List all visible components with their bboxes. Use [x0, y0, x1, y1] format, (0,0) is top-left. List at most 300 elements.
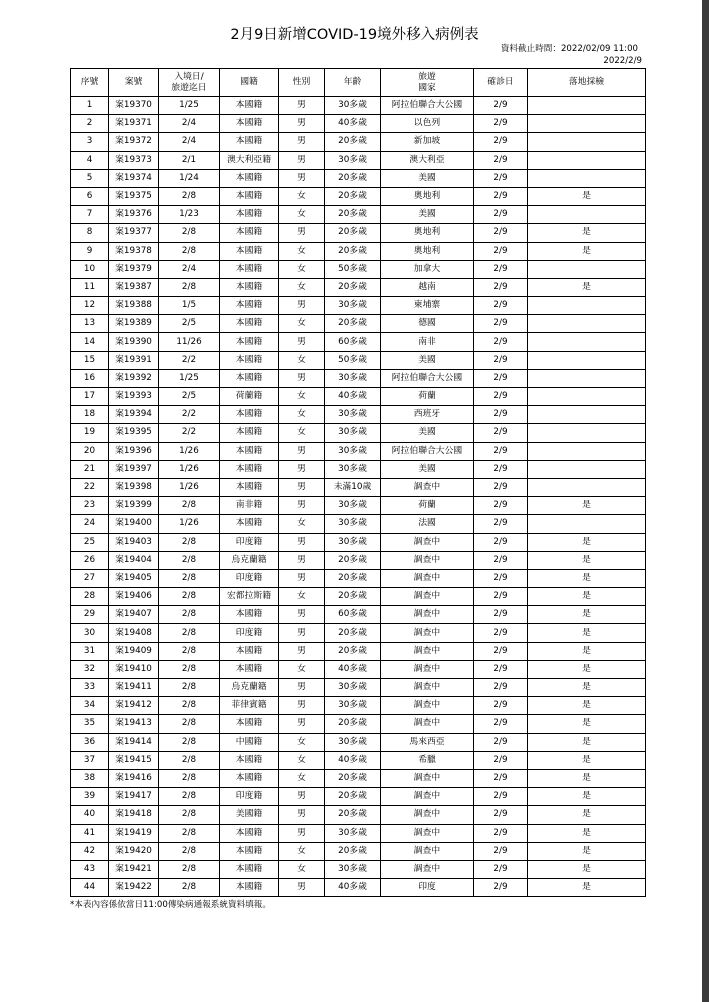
nationality-cell: 本國籍	[220, 278, 279, 296]
landing-test-cell: 是	[528, 224, 646, 242]
sex-cell: 男	[279, 169, 325, 187]
sex-cell: 男	[279, 224, 325, 242]
entry-date-cell: 2/8	[159, 788, 220, 806]
age-cell: 30多歲	[325, 97, 381, 115]
table-row	[71, 515, 646, 533]
landing-test-cell: 是	[528, 242, 646, 260]
nationality-cell: 本國籍	[220, 824, 279, 842]
landing-test-cell	[528, 133, 646, 151]
confirm-date-cell: 2/9	[474, 333, 528, 351]
case-no-cell: 案19393	[109, 388, 159, 406]
travel-country-cell: 馬來西亞	[381, 733, 474, 751]
travel-country-cell: 澳大利亞	[381, 151, 474, 169]
travel-country-cell: 調查中	[381, 478, 474, 496]
age-cell: 20多歲	[325, 569, 381, 587]
table-row	[71, 788, 646, 806]
age-cell: 20多歲	[325, 187, 381, 205]
sex-cell: 男	[279, 533, 325, 551]
entry-date-cell: 2/8	[159, 588, 220, 606]
travel-country-cell: 調查中	[381, 860, 474, 878]
landing-test-cell	[528, 478, 646, 496]
sex-cell: 男	[279, 442, 325, 460]
entry-date-cell: 2/8	[159, 551, 220, 569]
sex-cell: 男	[279, 133, 325, 151]
table-row	[71, 242, 646, 260]
landing-test-cell	[528, 515, 646, 533]
table-row	[71, 406, 646, 424]
nationality-cell: 印度籍	[220, 788, 279, 806]
case-no-cell: 案19395	[109, 424, 159, 442]
table-row	[71, 642, 646, 660]
sex-cell: 女	[279, 388, 325, 406]
nationality-cell: 本國籍	[220, 333, 279, 351]
sex-cell: 女	[279, 187, 325, 205]
case-no-cell: 案19371	[109, 115, 159, 133]
seq-cell: 30	[71, 624, 109, 642]
nationality-cell: 印度籍	[220, 624, 279, 642]
travel-country-cell: 以色列	[381, 115, 474, 133]
nationality-cell: 澳大利亞籍	[220, 151, 279, 169]
travel-country-cell: 調查中	[381, 769, 474, 787]
age-cell: 未滿10歲	[325, 478, 381, 496]
sex-cell: 男	[279, 460, 325, 478]
travel-country-cell: 調查中	[381, 642, 474, 660]
seq-cell: 17	[71, 388, 109, 406]
header-age: 年齡	[325, 69, 381, 97]
seq-cell: 34	[71, 697, 109, 715]
confirm-date-cell: 2/9	[474, 497, 528, 515]
landing-test-cell: 是	[528, 278, 646, 296]
confirm-date-cell: 2/9	[474, 151, 528, 169]
case-no-cell: 案19415	[109, 751, 159, 769]
table-row	[71, 97, 646, 115]
confirm-date-cell: 2/9	[474, 224, 528, 242]
age-cell: 20多歲	[325, 588, 381, 606]
nationality-cell: 本國籍	[220, 642, 279, 660]
entry-date-cell: 2/8	[159, 715, 220, 733]
nationality-cell: 本國籍	[220, 751, 279, 769]
seq-cell: 40	[71, 806, 109, 824]
sex-cell: 女	[279, 733, 325, 751]
confirm-date-cell: 2/9	[474, 424, 528, 442]
table-row	[71, 206, 646, 224]
seq-cell: 15	[71, 351, 109, 369]
sex-cell: 女	[279, 206, 325, 224]
entry-date-cell: 2/1	[159, 151, 220, 169]
nationality-cell: 烏克蘭籍	[220, 551, 279, 569]
case-no-cell: 案19400	[109, 515, 159, 533]
case-no-cell: 案19379	[109, 260, 159, 278]
confirm-date-cell: 2/9	[474, 606, 528, 624]
age-cell: 40多歲	[325, 751, 381, 769]
table-row	[71, 278, 646, 296]
case-no-cell: 案19410	[109, 660, 159, 678]
seq-cell: 22	[71, 478, 109, 496]
case-no-cell: 案19419	[109, 824, 159, 842]
travel-country-cell: 奧地利	[381, 224, 474, 242]
case-no-cell: 案19389	[109, 315, 159, 333]
confirm-date-cell: 2/9	[474, 315, 528, 333]
entry-date-cell: 2/8	[159, 679, 220, 697]
case-no-cell: 案19398	[109, 478, 159, 496]
travel-country-cell: 荷蘭	[381, 497, 474, 515]
confirm-date-cell: 2/9	[474, 824, 528, 842]
confirm-date-cell: 2/9	[474, 806, 528, 824]
travel-country-cell: 調查中	[381, 588, 474, 606]
confirm-date-cell: 2/9	[474, 733, 528, 751]
landing-test-cell	[528, 333, 646, 351]
table-row	[71, 551, 646, 569]
age-cell: 20多歲	[325, 278, 381, 296]
seq-cell: 37	[71, 751, 109, 769]
travel-country-cell: 美國	[381, 424, 474, 442]
case-no-cell: 案19374	[109, 169, 159, 187]
entry-date-cell: 1/26	[159, 478, 220, 496]
nationality-cell: 本國籍	[220, 406, 279, 424]
sex-cell: 女	[279, 515, 325, 533]
nationality-cell: 本國籍	[220, 715, 279, 733]
entry-date-cell: 2/5	[159, 388, 220, 406]
confirm-date-cell: 2/9	[474, 588, 528, 606]
nationality-cell: 本國籍	[220, 115, 279, 133]
landing-test-cell: 是	[528, 588, 646, 606]
nationality-cell: 本國籍	[220, 606, 279, 624]
age-cell: 30多歲	[325, 733, 381, 751]
entry-date-cell: 1/25	[159, 97, 220, 115]
seq-cell: 44	[71, 879, 109, 897]
seq-cell: 9	[71, 242, 109, 260]
nationality-cell: 本國籍	[220, 260, 279, 278]
landing-test-cell: 是	[528, 860, 646, 878]
landing-test-cell	[528, 406, 646, 424]
header-entry-line2: 旅遊迄日	[171, 82, 207, 93]
landing-test-cell	[528, 97, 646, 115]
travel-country-cell: 法國	[381, 515, 474, 533]
case-no-cell: 案19405	[109, 569, 159, 587]
table-row	[71, 133, 646, 151]
case-no-cell: 案19392	[109, 369, 159, 387]
nationality-cell: 本國籍	[220, 169, 279, 187]
travel-country-cell: 阿拉伯聯合大公國	[381, 97, 474, 115]
entry-date-cell: 2/8	[159, 697, 220, 715]
entry-date-cell: 2/8	[159, 860, 220, 878]
seq-cell: 33	[71, 679, 109, 697]
travel-country-cell: 奧地利	[381, 242, 474, 260]
entry-date-cell: 1/26	[159, 460, 220, 478]
travel-country-cell: 調查中	[381, 788, 474, 806]
landing-test-cell: 是	[528, 769, 646, 787]
age-cell: 30多歲	[325, 406, 381, 424]
seq-cell: 31	[71, 642, 109, 660]
confirm-date-cell: 2/9	[474, 206, 528, 224]
table-row	[71, 224, 646, 242]
confirm-date-cell: 2/9	[474, 860, 528, 878]
sex-cell: 女	[279, 278, 325, 296]
age-cell: 30多歲	[325, 460, 381, 478]
case-no-cell: 案19370	[109, 97, 159, 115]
case-no-cell: 案19404	[109, 551, 159, 569]
sex-cell: 女	[279, 351, 325, 369]
case-no-cell: 案19373	[109, 151, 159, 169]
confirm-date-cell: 2/9	[474, 788, 528, 806]
confirm-date-cell: 2/9	[474, 751, 528, 769]
age-cell: 30多歲	[325, 297, 381, 315]
entry-date-cell: 1/26	[159, 442, 220, 460]
sex-cell: 男	[279, 115, 325, 133]
seq-cell: 25	[71, 533, 109, 551]
case-no-cell: 案19417	[109, 788, 159, 806]
nationality-cell: 本國籍	[220, 769, 279, 787]
sex-cell: 男	[279, 679, 325, 697]
age-cell: 40多歲	[325, 660, 381, 678]
case-no-cell: 案19376	[109, 206, 159, 224]
entry-date-cell: 2/8	[159, 569, 220, 587]
seq-cell: 18	[71, 406, 109, 424]
entry-date-cell: 2/8	[159, 533, 220, 551]
entry-date-cell: 2/8	[159, 187, 220, 205]
entry-date-cell: 1/24	[159, 169, 220, 187]
age-cell: 40多歲	[325, 115, 381, 133]
landing-test-cell	[528, 460, 646, 478]
entry-date-cell: 2/2	[159, 424, 220, 442]
data-cutoff-time: 資料截止時間：2022/02/09 11:00	[500, 44, 638, 54]
entry-date-cell: 11/26	[159, 333, 220, 351]
entry-date-cell: 2/8	[159, 660, 220, 678]
sex-cell: 女	[279, 769, 325, 787]
seq-cell: 23	[71, 497, 109, 515]
table-row	[71, 842, 646, 860]
landing-test-cell: 是	[528, 624, 646, 642]
confirm-date-cell: 2/9	[474, 697, 528, 715]
nationality-cell: 本國籍	[220, 133, 279, 151]
case-table	[70, 68, 646, 897]
report-date: 2022/2/9	[603, 56, 642, 66]
entry-date-cell: 1/23	[159, 206, 220, 224]
landing-test-cell: 是	[528, 733, 646, 751]
landing-test-cell	[528, 442, 646, 460]
travel-country-cell: 南非	[381, 333, 474, 351]
table-row	[71, 442, 646, 460]
sex-cell: 女	[279, 588, 325, 606]
seq-cell: 36	[71, 733, 109, 751]
case-no-cell: 案19399	[109, 497, 159, 515]
table-header-row	[71, 69, 646, 97]
case-no-cell: 案19411	[109, 679, 159, 697]
table-row	[71, 478, 646, 496]
travel-country-cell: 荷蘭	[381, 388, 474, 406]
seq-cell: 20	[71, 442, 109, 460]
entry-date-cell: 2/8	[159, 624, 220, 642]
confirm-date-cell: 2/9	[474, 97, 528, 115]
seq-cell: 11	[71, 278, 109, 296]
seq-cell: 6	[71, 187, 109, 205]
case-no-cell: 案19418	[109, 806, 159, 824]
age-cell: 30多歲	[325, 860, 381, 878]
nationality-cell: 本國籍	[220, 442, 279, 460]
header-nationality: 國籍	[220, 69, 279, 97]
sex-cell: 女	[279, 660, 325, 678]
header-entry-line1: 入境日/	[174, 71, 204, 82]
landing-test-cell: 是	[528, 697, 646, 715]
seq-cell: 1	[71, 97, 109, 115]
travel-country-cell: 調查中	[381, 824, 474, 842]
sex-cell: 男	[279, 879, 325, 897]
landing-test-cell	[528, 351, 646, 369]
age-cell: 30多歲	[325, 533, 381, 551]
travel-country-cell: 奧地利	[381, 187, 474, 205]
case-no-cell: 案19414	[109, 733, 159, 751]
entry-date-cell: 2/8	[159, 806, 220, 824]
sex-cell: 女	[279, 315, 325, 333]
table-row	[71, 606, 646, 624]
confirm-date-cell: 2/9	[474, 278, 528, 296]
table-row	[71, 151, 646, 169]
seq-cell: 16	[71, 369, 109, 387]
nationality-cell: 宏都拉斯籍	[220, 588, 279, 606]
table-row	[71, 588, 646, 606]
case-no-cell: 案19407	[109, 606, 159, 624]
confirm-date-cell: 2/9	[474, 388, 528, 406]
age-cell: 50多歲	[325, 260, 381, 278]
travel-country-cell: 越南	[381, 278, 474, 296]
table-row	[71, 424, 646, 442]
seq-cell: 38	[71, 769, 109, 787]
landing-test-cell: 是	[528, 533, 646, 551]
header-landing-test: 落地採檢	[528, 69, 646, 97]
nationality-cell: 本國籍	[220, 351, 279, 369]
age-cell: 20多歲	[325, 315, 381, 333]
header-travel-line1: 旅遊	[418, 71, 436, 82]
entry-date-cell: 2/8	[159, 842, 220, 860]
landing-test-cell: 是	[528, 679, 646, 697]
age-cell: 30多歲	[325, 497, 381, 515]
seq-cell: 8	[71, 224, 109, 242]
confirm-date-cell: 2/9	[474, 242, 528, 260]
age-cell: 40多歲	[325, 879, 381, 897]
travel-country-cell: 阿拉伯聯合大公國	[381, 442, 474, 460]
seq-cell: 4	[71, 151, 109, 169]
travel-country-cell: 美國	[381, 206, 474, 224]
landing-test-cell: 是	[528, 824, 646, 842]
seq-cell: 35	[71, 715, 109, 733]
confirm-date-cell: 2/9	[474, 260, 528, 278]
landing-test-cell: 是	[528, 715, 646, 733]
age-cell: 30多歲	[325, 442, 381, 460]
case-no-cell: 案19413	[109, 715, 159, 733]
case-no-cell: 案19375	[109, 187, 159, 205]
travel-country-cell: 調查中	[381, 679, 474, 697]
sex-cell: 男	[279, 606, 325, 624]
age-cell: 20多歲	[325, 551, 381, 569]
sex-cell: 男	[279, 551, 325, 569]
confirm-date-cell: 2/9	[474, 297, 528, 315]
sex-cell: 女	[279, 842, 325, 860]
case-no-cell: 案19377	[109, 224, 159, 242]
nationality-cell: 本國籍	[220, 424, 279, 442]
travel-country-cell: 調查中	[381, 533, 474, 551]
age-cell: 20多歲	[325, 806, 381, 824]
case-no-cell: 案19388	[109, 297, 159, 315]
landing-test-cell: 是	[528, 751, 646, 769]
age-cell: 20多歲	[325, 769, 381, 787]
nationality-cell: 印度籍	[220, 569, 279, 587]
sex-cell: 男	[279, 824, 325, 842]
table-row	[71, 333, 646, 351]
seq-cell: 19	[71, 424, 109, 442]
table-row	[71, 751, 646, 769]
age-cell: 60多歲	[325, 333, 381, 351]
travel-country-cell: 印度	[381, 879, 474, 897]
age-cell: 20多歲	[325, 206, 381, 224]
travel-country-cell: 調查中	[381, 569, 474, 587]
confirm-date-cell: 2/9	[474, 115, 528, 133]
table-row	[71, 497, 646, 515]
travel-country-cell: 美國	[381, 460, 474, 478]
age-cell: 20多歲	[325, 242, 381, 260]
sex-cell: 男	[279, 642, 325, 660]
seq-cell: 21	[71, 460, 109, 478]
table-row	[71, 115, 646, 133]
seq-cell: 39	[71, 788, 109, 806]
age-cell: 30多歲	[325, 515, 381, 533]
sex-cell: 男	[279, 497, 325, 515]
viewer-scrollbar[interactable]	[702, 0, 709, 1002]
seq-cell: 42	[71, 842, 109, 860]
table-row	[71, 297, 646, 315]
landing-test-cell: 是	[528, 788, 646, 806]
nationality-cell: 本國籍	[220, 224, 279, 242]
case-no-cell: 案19422	[109, 879, 159, 897]
confirm-date-cell: 2/9	[474, 715, 528, 733]
seq-cell: 5	[71, 169, 109, 187]
entry-date-cell: 2/8	[159, 769, 220, 787]
travel-country-cell: 調查中	[381, 842, 474, 860]
entry-date-cell: 2/8	[159, 497, 220, 515]
nationality-cell: 烏克蘭籍	[220, 679, 279, 697]
entry-date-cell: 2/4	[159, 133, 220, 151]
seq-cell: 27	[71, 569, 109, 587]
seq-cell: 24	[71, 515, 109, 533]
entry-date-cell: 2/8	[159, 879, 220, 897]
confirm-date-cell: 2/9	[474, 660, 528, 678]
confirm-date-cell: 2/9	[474, 769, 528, 787]
entry-date-cell: 2/8	[159, 278, 220, 296]
case-no-cell: 案19420	[109, 842, 159, 860]
landing-test-cell: 是	[528, 606, 646, 624]
seq-cell: 12	[71, 297, 109, 315]
seq-cell: 41	[71, 824, 109, 842]
sex-cell: 男	[279, 624, 325, 642]
age-cell: 50多歲	[325, 351, 381, 369]
confirm-date-cell: 2/9	[474, 351, 528, 369]
seq-cell: 32	[71, 660, 109, 678]
nationality-cell: 本國籍	[220, 206, 279, 224]
table-row	[71, 769, 646, 787]
entry-date-cell: 2/8	[159, 751, 220, 769]
case-no-cell: 案19394	[109, 406, 159, 424]
sex-cell: 男	[279, 297, 325, 315]
confirm-date-cell: 2/9	[474, 533, 528, 551]
header-confirm-date: 確診日	[474, 69, 528, 97]
landing-test-cell	[528, 169, 646, 187]
sex-cell: 男	[279, 715, 325, 733]
table-row	[71, 733, 646, 751]
header-entry-date	[159, 69, 220, 97]
confirm-date-cell: 2/9	[474, 187, 528, 205]
landing-test-cell: 是	[528, 879, 646, 897]
sex-cell: 男	[279, 806, 325, 824]
header-sex: 性別	[279, 69, 325, 97]
